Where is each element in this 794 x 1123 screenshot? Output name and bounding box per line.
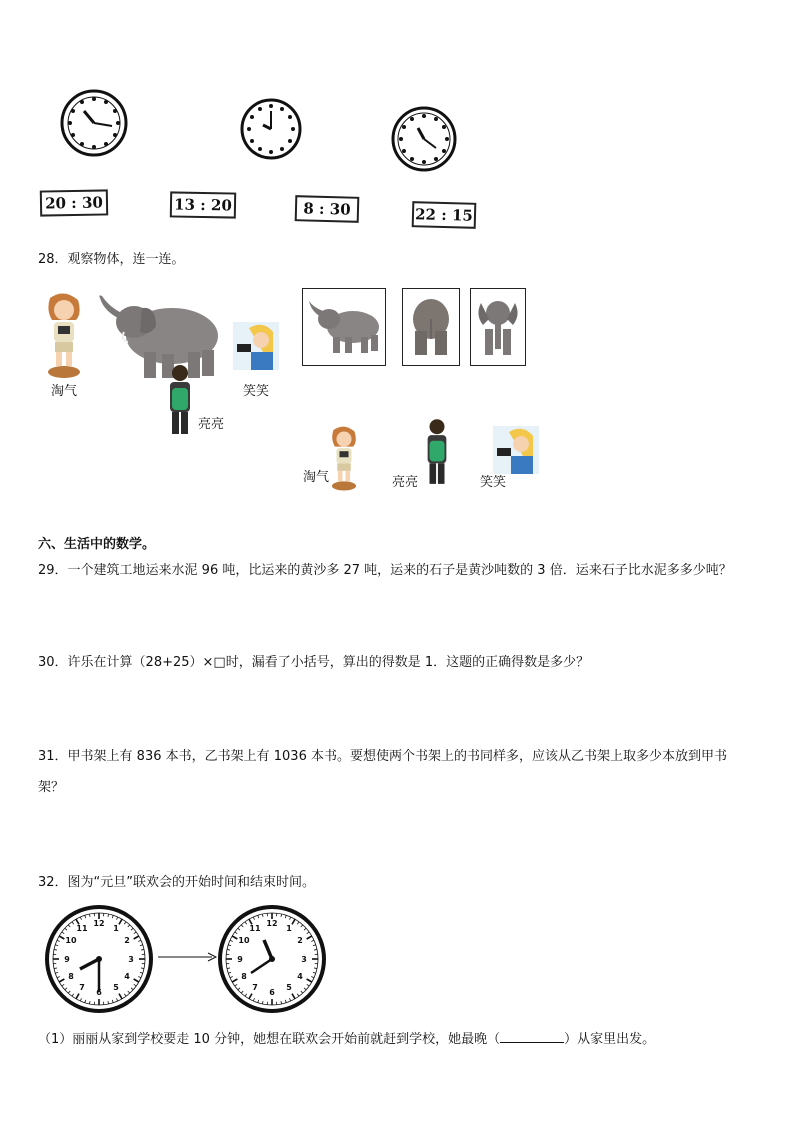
digital-time-4: 22 : 15 (412, 201, 477, 229)
question-32: 32．图为“元旦”联欢会的开始时间和结束时间。 (38, 875, 316, 890)
clock2-num-10: 10 (238, 936, 250, 945)
clock2-num-3: 3 (301, 955, 307, 964)
label-taoqi-bottom: 淘气 (303, 470, 330, 485)
digital-time-1: 20 : 30 (40, 189, 108, 216)
label-liangliang-bottom: 亮亮 (392, 475, 419, 490)
digital-time-3: 8 : 30 (295, 195, 360, 223)
question-28: 28．观察物体，连一连。 (38, 252, 185, 267)
label-liangliang-top: 亮亮 (198, 417, 225, 432)
view-box-back (402, 288, 460, 366)
analog-clock-1 (58, 88, 130, 158)
start-time-clock (44, 904, 154, 1014)
clock1-num-8: 8 (68, 972, 74, 981)
clock2-num-7: 7 (252, 983, 258, 992)
clock1-num-11: 11 (76, 924, 88, 933)
clock2-num-8: 8 (241, 972, 247, 981)
label-xiaoxiao-bottom: 笑笑 (480, 475, 507, 490)
clock2-num-6: 6 (269, 988, 275, 997)
clock1-num-2: 2 (124, 936, 130, 945)
clock1-num-10: 10 (65, 936, 77, 945)
elephant-back-view-icon (403, 289, 459, 365)
digital-time-2: 13 : 20 (170, 191, 236, 218)
clock1-num-9: 9 (64, 955, 70, 964)
clock1-num-6: 6 (96, 988, 102, 997)
analog-clock-2 (237, 98, 305, 160)
clock2-num-4: 4 (297, 972, 303, 981)
girl-taoqi-illustration (38, 290, 90, 380)
arrow-icon (156, 951, 218, 963)
question-32-sub1 (38, 1030, 655, 1049)
view-box-side (302, 288, 386, 366)
boy-liangliang-illustration-bottom (422, 417, 452, 487)
elephant-illustration (94, 292, 226, 382)
clock1-num-3: 3 (128, 955, 134, 964)
elephant-front-view-icon (471, 289, 525, 365)
clock2-num-2: 2 (297, 936, 303, 945)
question-31-line2: 架？ (38, 780, 65, 795)
end-time-clock (217, 904, 327, 1014)
clock1-num-4: 4 (124, 972, 130, 981)
girl-xiaoxiao-illustration (233, 322, 279, 370)
question-30: 30．许乐在计算（28+25）×□时，漏看了小括号，算出的得数是 1．这题的正确得数是多少？ (38, 655, 590, 670)
label-xiaoxiao-top: 笑笑 (243, 384, 270, 399)
question-32-sub1-after: ）从家里出发。 (564, 1032, 656, 1047)
answer-blank[interactable] (500, 1030, 564, 1043)
section-6-title: 六、生活中的数学。 (38, 537, 156, 552)
clock1-num-12: 12 (93, 919, 105, 928)
clock1-num-7: 7 (79, 983, 85, 992)
question-32-sub1-before: （1）丽丽从家到学校要走 10 分钟，她想在联欢会开始前就赶到学校，她最晚（ (38, 1032, 501, 1047)
clock2-num-11: 11 (249, 924, 261, 933)
clock2-num-5: 5 (286, 983, 292, 992)
clock1-num-1: 1 (113, 924, 119, 933)
question-29: 29．一个建筑工地运来水泥 96 吨，比运来的黄沙多 27 吨，运来的石子是黄沙吨数的 3 倍．运来石子比水泥多多少吨？ (38, 563, 732, 578)
clock2-num-9: 9 (237, 955, 243, 964)
label-taoqi-top: 淘气 (51, 384, 78, 399)
analog-clock-3 (388, 106, 460, 172)
view-box-front (470, 288, 526, 366)
elephant-side-view-icon (303, 289, 385, 365)
clock1-num-5: 5 (113, 983, 119, 992)
boy-liangliang-illustration (164, 364, 196, 436)
question-31-line1: 31．甲书架上有 836 本书，乙书架上有 1036 本书。要想使两个书架上的书同样多，应该从乙书架上取多少本放到甲书 (38, 749, 727, 764)
clock2-num-1: 1 (286, 924, 292, 933)
girl-xiaoxiao-illustration-bottom (493, 422, 539, 478)
clock2-num-12: 12 (266, 919, 278, 928)
